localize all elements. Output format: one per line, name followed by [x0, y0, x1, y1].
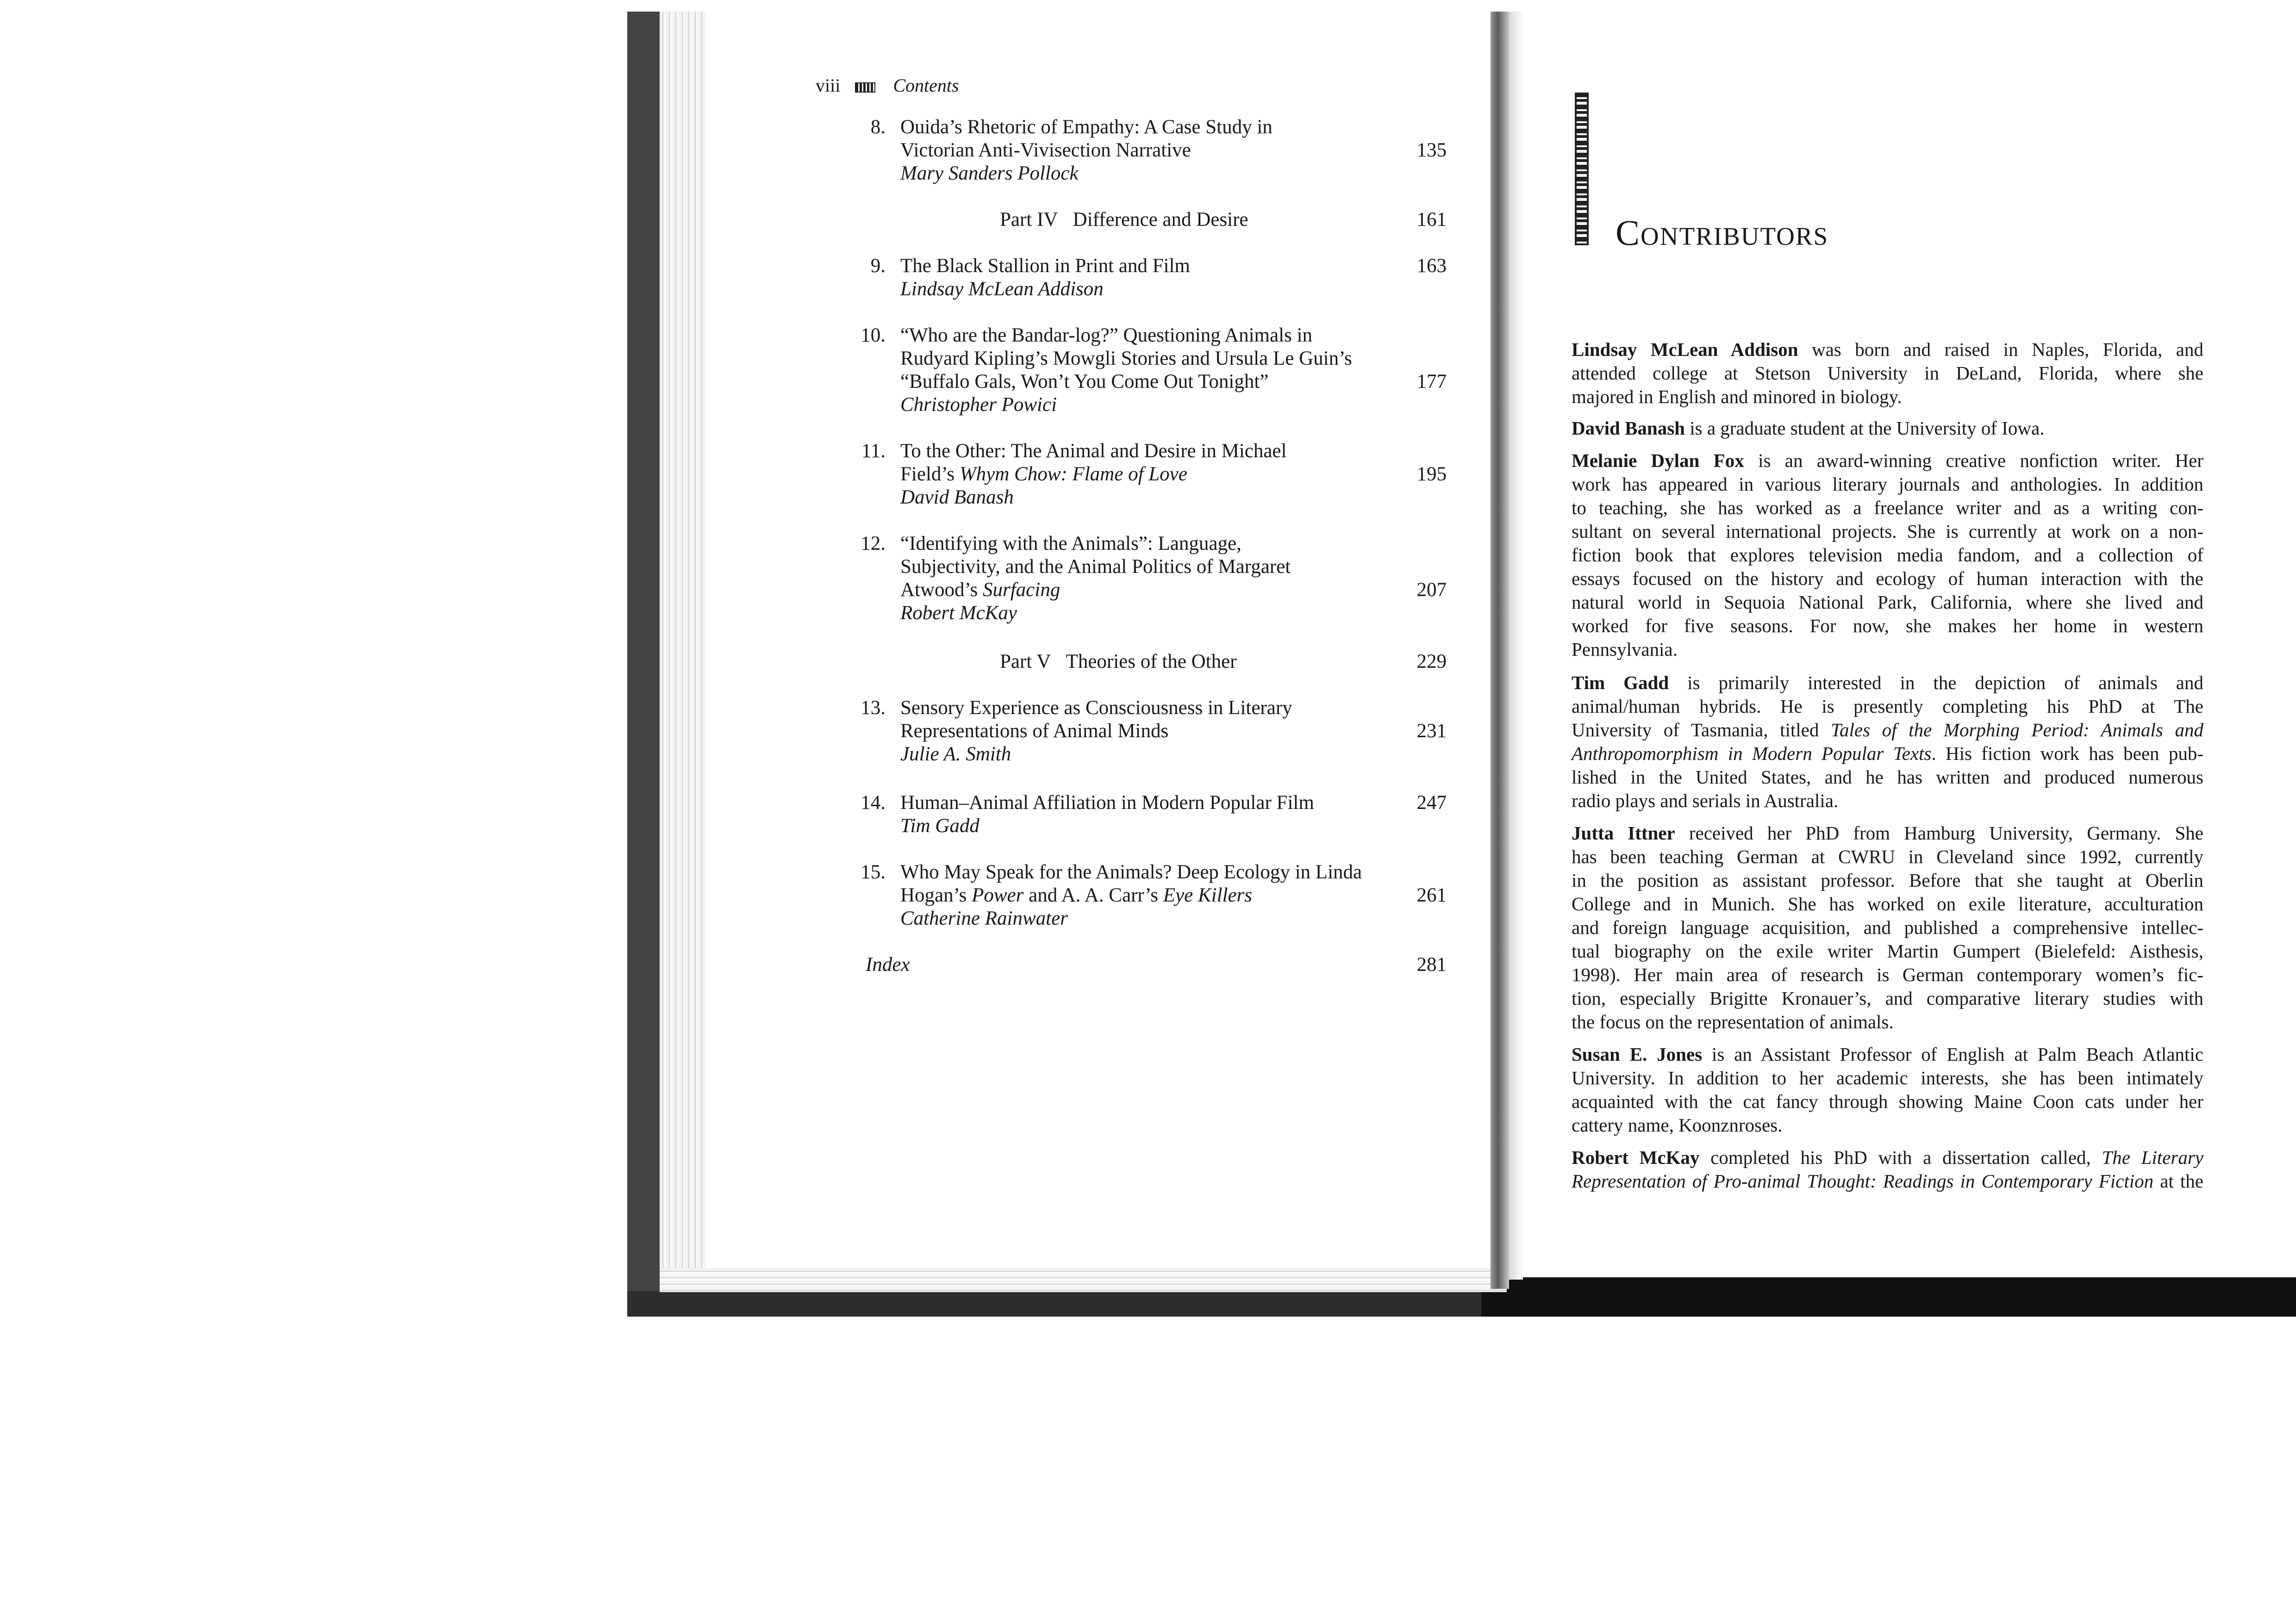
left-page	[706, 12, 1491, 1268]
bio-line: Jutta Ittner received her PhD from Hamburg University, Germany. She	[1572, 822, 2203, 844]
bio-line: worked for five seasons. For now, she makes her home in western	[1572, 615, 2203, 636]
bio-line: David Banash is a graduate student at the University of Iowa.	[1572, 417, 2045, 439]
contributor-name: David Banash	[1572, 417, 1685, 439]
bio-line: tual biography on the exile writer Martin Gumpert (Bielefeld: Aisthesis,	[1572, 940, 2203, 962]
page-number: 161	[1416, 209, 1447, 230]
folio: viii	[816, 75, 841, 96]
bio-line: fiction book that explores television media fandom, and a collection of	[1572, 544, 2203, 566]
chapter-title-line: Sensory Experience as Consciousness in Literary	[900, 697, 1292, 719]
index-label: Index	[866, 954, 910, 976]
bio-line: animal/human hybrids. He is presently completing his PhD at The	[1572, 696, 2203, 717]
bio-line: Representation of Pro-animal Thought: Readings in Contemporary Fiction at the	[1572, 1170, 2203, 1192]
bio-line: in the position as assistant professor. Before that she taught at Oberlin	[1572, 870, 2203, 891]
chapter-author: Catherine Rainwater	[900, 908, 1068, 929]
page-number: 281	[1416, 954, 1447, 976]
page-number: 177	[1416, 371, 1447, 392]
bio-line: lished in the United States, and he has written and produced numerous	[1572, 766, 2203, 788]
chapter-author: Julie A. Smith	[900, 743, 1011, 765]
chapter-title-line: Field’s Whym Chow: Flame of Love	[900, 463, 1187, 485]
contributor-name: Jutta Ittner	[1572, 822, 1675, 844]
chapter-title-line: The Black Stallion in Print and Film	[900, 255, 1190, 277]
bio-line: radio plays and serials in Australia.	[1572, 790, 1839, 811]
bio-line: work has appeared in various literary journals and anthologies. In addition	[1572, 473, 2203, 495]
contributor-name: Melanie Dylan Fox	[1572, 450, 1744, 471]
scan-left-edge	[627, 12, 660, 1317]
bio-line: Tim Gadd is primarily interested in the depiction of animals and	[1572, 672, 2203, 693]
scan-bottom-edge-right	[1481, 1277, 2296, 1317]
bio-line: University. In addition to her academic interests, she has been intimately	[1572, 1067, 2203, 1088]
bio-line: majored in English and minored in biology.	[1572, 386, 1902, 407]
chapter-title-line: Ouida’s Rhetoric of Empathy: A Case Study in	[900, 116, 1273, 138]
bio-line: cattery name, Koonznroses.	[1572, 1114, 1783, 1136]
chapter-number: 15.	[861, 861, 886, 883]
chapter-number: 11.	[861, 440, 886, 462]
chapter-number: 8.	[870, 116, 886, 138]
bio-line: Lindsay McLean Addison was born and raised in Naples, Florida, and	[1572, 339, 2204, 360]
chapter-number: 13.	[861, 697, 886, 719]
page-number: 135	[1416, 139, 1447, 161]
chapter-number: 9.	[870, 255, 886, 277]
chapter-title-line: Who May Speak for the Animals? Deep Ecology in Linda	[900, 861, 1362, 883]
bio-line: Robert McKay completed his PhD with a dissertation called, The Literary	[1572, 1147, 2203, 1168]
chapter-title-line: Subjectivity, and the Animal Politics of Margaret	[900, 556, 1291, 578]
chapter-author: Robert McKay	[900, 602, 1017, 624]
chapter-title-line: Hogan’s Power and A. A. Carr’s Eye Killers	[900, 884, 1253, 906]
page-number: 207	[1416, 579, 1447, 601]
page-number: 163	[1416, 255, 1447, 277]
bio-line: University of Tasmania, titled Tales of the Morphing Period: Animals and	[1572, 719, 2203, 740]
chapter-title-line: “Who are the Bandar-log?” Questioning Animals in	[900, 324, 1312, 346]
page-stack-left	[660, 12, 706, 1307]
chapter-author: David Banash	[900, 486, 1014, 508]
running-head	[816, 74, 959, 97]
part-label: Part IV Difference and Desire	[1000, 209, 1248, 230]
bio-line: tion, especially Brigitte Kronauer’s, and comparative literary studies with	[1572, 988, 2203, 1009]
running-head-title: Contents	[893, 75, 959, 96]
bio-line: has been teaching German at CWRU in Cleveland since 1992, currently	[1572, 846, 2203, 867]
chapter-author: Tim Gadd	[900, 815, 980, 837]
bio-line: sultant on several international projects. She is currently at work on a non-	[1572, 521, 2203, 542]
bio-line: Melanie Dylan Fox is an award-winning creative nonfiction writer. Her	[1572, 450, 2204, 471]
chapter-title-line: To the Other: The Animal and Desire in Michael	[900, 440, 1287, 462]
contributor-name: Tim Gadd	[1572, 672, 1669, 693]
bio-line: the focus on the representation of animals.	[1572, 1011, 1894, 1032]
chapter-author: Mary Sanders Pollock	[900, 162, 1079, 184]
book-gutter	[1491, 12, 1509, 1289]
chapter-ornament-icon	[1575, 93, 1589, 245]
bio-line: natural world in Sequoia National Park, California, where she lived and	[1572, 591, 2203, 613]
book-gutter-shadow	[1509, 12, 1523, 1280]
bio-line: to teaching, she has worked as a freelance writer and as a writing con-	[1572, 497, 2203, 518]
chapter-title-line: Rudyard Kipling’s Mowgli Stories and Ursula Le Guin’s	[900, 348, 1352, 369]
chapter-author: Christopher Powici	[900, 394, 1057, 416]
bio-line: acquainted with the cat fancy through showing Maine Coon cats under her	[1572, 1091, 2203, 1112]
contributor-name: Susan E. Jones	[1572, 1044, 1703, 1065]
chapter-title-line: “Buffalo Gals, Won’t You Come Out Tonight”	[900, 371, 1269, 392]
page-stack-bottom	[660, 1268, 1507, 1292]
page-number: 247	[1416, 792, 1447, 814]
chapter-title-line: “Identifying with the Animals”: Language,	[900, 533, 1242, 554]
chapter-number: 14.	[861, 792, 886, 814]
page-number: 229	[1416, 651, 1447, 672]
page-number: 195	[1416, 463, 1447, 485]
chapter-author: Lindsay McLean Addison	[900, 278, 1104, 300]
bio-line: and foreign language acquisition, and published a comprehensive intellec-	[1572, 917, 2203, 938]
chapter-title-line: Atwood’s Surfacing	[900, 579, 1061, 601]
contributor-name: Robert McKay	[1572, 1147, 1700, 1168]
chapter-number: 10.	[861, 324, 886, 346]
chapter-number: 12.	[861, 533, 886, 554]
chapter-title-line: Representations of Animal Minds	[900, 720, 1169, 742]
page-title: Contributors	[1616, 212, 1829, 253]
bio-line: Susan E. Jones is an Assistant Professor of English at Palm Beach Atlantic	[1572, 1044, 2203, 1065]
bio-line: attended college at Stetson University in DeLand, Florida, where she	[1572, 362, 2203, 384]
bio-line: Pennsylvania.	[1572, 639, 1678, 660]
bio-line: 1998). Her main area of research is German contemporary women’s fic-	[1572, 964, 2203, 985]
page-number: 261	[1416, 884, 1447, 906]
page-number: 231	[1416, 720, 1447, 742]
chapter-title-line: Victorian Anti-Vivisection Narrative	[900, 139, 1191, 161]
ornament-icon	[855, 82, 875, 93]
part-label: Part V Theories of the Other	[1000, 651, 1237, 672]
bio-line: Anthropomorphism in Modern Popular Texts. His fiction work has been pub-	[1572, 743, 2203, 764]
contributor-name: Lindsay McLean Addison	[1572, 339, 1798, 360]
bio-line: College and in Munich. She has worked on exile literature, acculturation	[1572, 893, 2203, 914]
bio-line: essays focused on the history and ecology of human interaction with the	[1572, 568, 2203, 589]
chapter-title-line: Human–Animal Affiliation in Modern Popular Film	[900, 792, 1314, 814]
